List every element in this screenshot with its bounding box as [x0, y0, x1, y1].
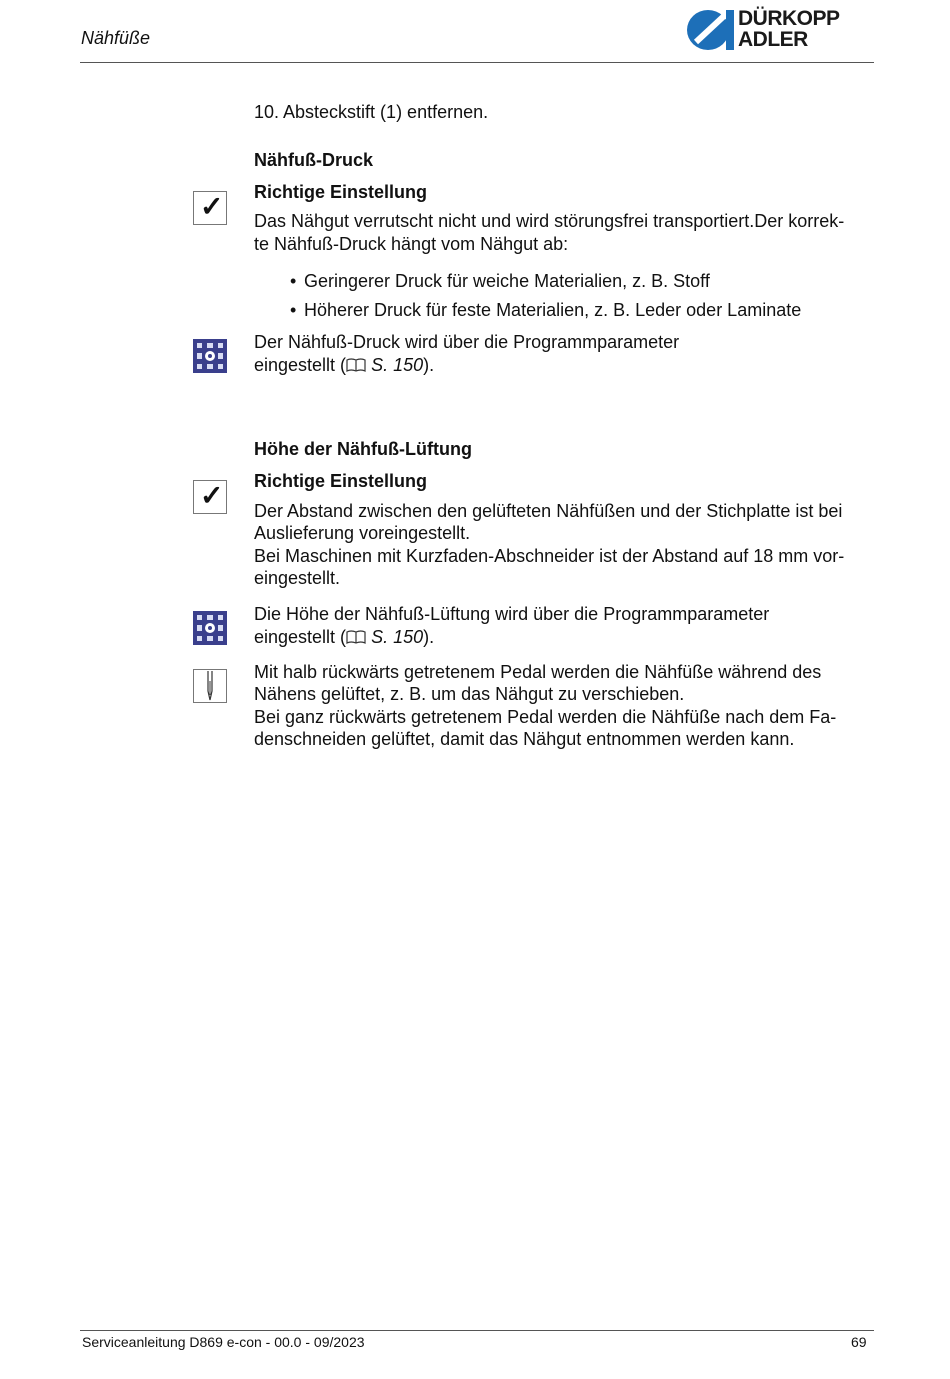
- program-note-line: Die Höhe der Nähfuß-Lüftung wird über die Programmparameter: [254, 604, 770, 624]
- correct-setting-heading: Richtige Einstellung: [254, 471, 428, 491]
- program-note-line: Der Nähfuß-Druck wird über die Programmparameter: [254, 332, 680, 352]
- chapter-title: Nähfüße: [81, 28, 151, 48]
- needle-icon: [193, 669, 227, 703]
- program-parameter-icon: [193, 611, 227, 645]
- program-parameter-icon: [193, 339, 227, 373]
- header-divider: [80, 62, 874, 63]
- list-item: • Höherer Druck für feste Materialien, z. B. Leder oder Laminate: [290, 300, 802, 320]
- info-line: Bei ganz rückwärts getretenem Pedal werden die Nähfüße nach dem Fa-: [254, 707, 837, 727]
- paragraph-line: Der Abstand zwischen den gelüfteten Nähfüßen und der Stichplatte ist bei: [254, 501, 843, 521]
- info-line: Nähens gelüftet, z. B. um das Nähgut zu verschieben.: [254, 684, 685, 704]
- info-line: Mit halb rückwärts getretenem Pedal werden die Nähfüße während des: [254, 662, 822, 682]
- book-icon: [346, 358, 366, 373]
- paragraph-line: Auslieferung voreingestellt.: [254, 523, 471, 543]
- page-reference-link[interactable]: S. 150: [371, 355, 424, 375]
- brand-logo: [686, 6, 876, 56]
- document-info: Serviceanleitung D869 e-con - 00.0 - 09/2023: [82, 1334, 365, 1350]
- list-item: • Geringerer Druck für weiche Materialien, z. B. Stoff: [290, 271, 710, 291]
- section-heading-lift-height: Höhe der Nähfuß-Lüftung: [254, 439, 472, 459]
- section-heading-pressure: Nähfuß-Druck: [254, 150, 374, 170]
- checkmark-icon: ✓: [193, 191, 227, 225]
- page-reference-link[interactable]: S. 150: [371, 627, 424, 647]
- program-note-line: eingestellt ( S. 150).: [254, 355, 435, 375]
- paragraph-line: Das Nähgut verrutscht nicht und wird störungsfrei transportiert.Der korrek-: [254, 211, 845, 231]
- logo-text: DÜRKOPP ADLER: [738, 7, 840, 51]
- book-icon: [346, 630, 366, 645]
- paragraph-line: te Nähfuß-Druck hängt vom Nähgut ab:: [254, 234, 569, 254]
- correct-setting-heading: Richtige Einstellung: [254, 182, 428, 202]
- logo-mark-icon: [686, 8, 736, 52]
- page-number: 69: [851, 1334, 867, 1350]
- step-10: 10. Absteckstift (1) entfernen.: [254, 102, 489, 122]
- program-note-line: eingestellt ( S. 150).: [254, 627, 435, 647]
- checkmark-icon: ✓: [193, 480, 227, 514]
- info-line: denschneiden gelüftet, damit das Nähgut entnommen werden kann.: [254, 729, 795, 749]
- footer-divider: [80, 1330, 874, 1331]
- paragraph-line: Bei Maschinen mit Kurzfaden-Abschneider ist der Abstand auf 18 mm vor-: [254, 546, 845, 566]
- paragraph-line: eingestellt.: [254, 568, 341, 588]
